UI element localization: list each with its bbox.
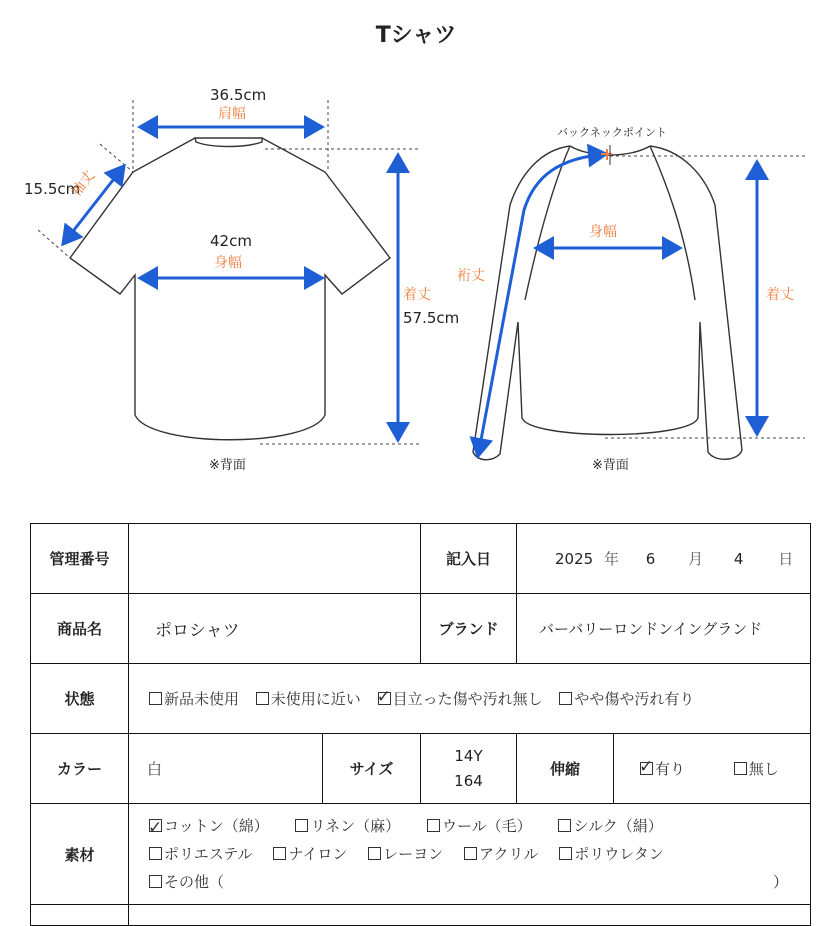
back-length-label: 着丈 (766, 287, 794, 303)
sleeve-label: 袖丈 (68, 167, 99, 200)
material-option-wool[interactable]: ウール（毛） (427, 812, 532, 840)
checkmark-icon: ✓ (376, 687, 391, 707)
material-option-cotton[interactable]: ✓ コットン（綿） (149, 812, 269, 840)
front-note: ※背面 (209, 458, 246, 473)
front-shirt-outline (70, 138, 390, 440)
size-line-1: 14Y (454, 746, 483, 765)
material-option-polyurethane[interactable]: ポリウレタン (559, 840, 663, 868)
checkbox-checked-icon[interactable] (639, 757, 654, 777)
checkbox-icon[interactable] (149, 875, 162, 888)
date-day: 4 (733, 550, 744, 568)
material-option-other[interactable]: その他（ (149, 868, 224, 896)
stretch-options (614, 734, 811, 804)
back-neck-point-label: バックネックポイント (557, 126, 667, 139)
condition-option-new[interactable]: 新品未使用 (149, 688, 239, 709)
chest-value: 42cm (210, 232, 252, 250)
material-options (129, 804, 811, 905)
date-year: 2025 (555, 550, 594, 568)
condition-options (129, 664, 811, 734)
material-row-1 (149, 812, 800, 840)
length-label: 着丈 (403, 287, 431, 303)
date-field[interactable] (517, 524, 811, 594)
extra-row-field[interactable] (129, 905, 811, 926)
length-value: 57.5cm (403, 309, 460, 327)
color-label: カラー (31, 734, 129, 804)
checkbox-icon[interactable] (295, 819, 308, 832)
product-name-label: 商品名 (31, 594, 129, 664)
condition-option-near-new[interactable]: 未使用に近い (256, 688, 361, 709)
checkbox-icon[interactable] (149, 692, 162, 705)
back-chest-label: 身幅 (589, 224, 617, 240)
chest-label: 身幅 (214, 255, 242, 271)
date-day-unit: 日 (778, 550, 794, 568)
size-line-2: 164 (454, 771, 483, 790)
checkmark-icon: ✓ (148, 818, 163, 838)
material-option-acrylic[interactable]: アクリル (464, 840, 539, 868)
checkbox-icon[interactable] (558, 819, 571, 832)
material-option-polyester[interactable]: ポリエステル (149, 840, 253, 868)
checkmark-icon: ✓ (639, 757, 654, 777)
color-field[interactable]: 白 (129, 734, 323, 804)
size-field[interactable] (421, 734, 517, 804)
product-name-field[interactable]: ポロシャツ (129, 594, 421, 664)
shoulder-label: 肩幅 (218, 106, 246, 122)
date-month: 6 (645, 550, 656, 568)
material-option-silk[interactable]: シルク（絹） (558, 812, 662, 840)
material-option-linen[interactable]: リネン（麻） (295, 812, 400, 840)
checkbox-icon[interactable] (273, 847, 286, 860)
shoulder-value: 36.5cm (210, 86, 267, 104)
material-row-2 (149, 840, 800, 868)
checkbox-checked-icon[interactable] (376, 687, 391, 707)
page-title: Tシャツ (375, 23, 457, 48)
brand-field[interactable]: バーバリーロンドンイングランド (517, 594, 811, 664)
checkbox-icon[interactable] (734, 762, 747, 775)
condition-label: 状態 (31, 664, 129, 734)
checkbox-icon[interactable] (427, 819, 440, 832)
date-month-unit: 月 (688, 550, 704, 568)
checkbox-icon[interactable] (256, 692, 269, 705)
back-shirt-outline (473, 146, 742, 460)
sleeve-length-label: 裄丈 (457, 268, 485, 284)
material-option-rayon[interactable]: レーヨン (368, 840, 443, 868)
extra-row-label (31, 905, 129, 926)
size-label: サイズ (323, 734, 421, 804)
stretch-label: 伸縮 (517, 734, 614, 804)
material-label: 素材 (31, 804, 129, 905)
back-note: ※背面 (592, 458, 629, 473)
checkbox-checked-icon[interactable] (148, 818, 163, 838)
checkbox-icon[interactable] (559, 847, 572, 860)
checkbox-icon[interactable] (368, 847, 381, 860)
checkbox-icon[interactable] (149, 847, 162, 860)
date-label: 記入日 (421, 524, 517, 594)
material-row-3 (149, 868, 800, 896)
mgmt-number-field[interactable] (129, 524, 421, 594)
sleeve-value: 15.5cm (24, 180, 81, 198)
date-year-unit: 年 (603, 550, 619, 568)
condition-option-no-damage[interactable]: ✓ 目立った傷や汚れ無し (376, 687, 543, 708)
stretch-option-no[interactable]: 無し (734, 758, 779, 779)
checkbox-icon[interactable] (464, 847, 477, 860)
mgmt-number-label: 管理番号 (31, 524, 129, 594)
brand-label: ブランド (421, 594, 517, 664)
product-form (30, 523, 811, 926)
condition-option-some-damage[interactable]: やや傷や汚れ有り (559, 688, 694, 709)
sleeve-length-arrow (478, 154, 606, 456)
checkbox-icon[interactable] (559, 692, 572, 705)
material-other-close: ） (773, 873, 789, 891)
material-option-nylon[interactable]: ナイロン (273, 840, 347, 868)
stretch-option-yes[interactable]: ✓ 有り (639, 757, 686, 778)
